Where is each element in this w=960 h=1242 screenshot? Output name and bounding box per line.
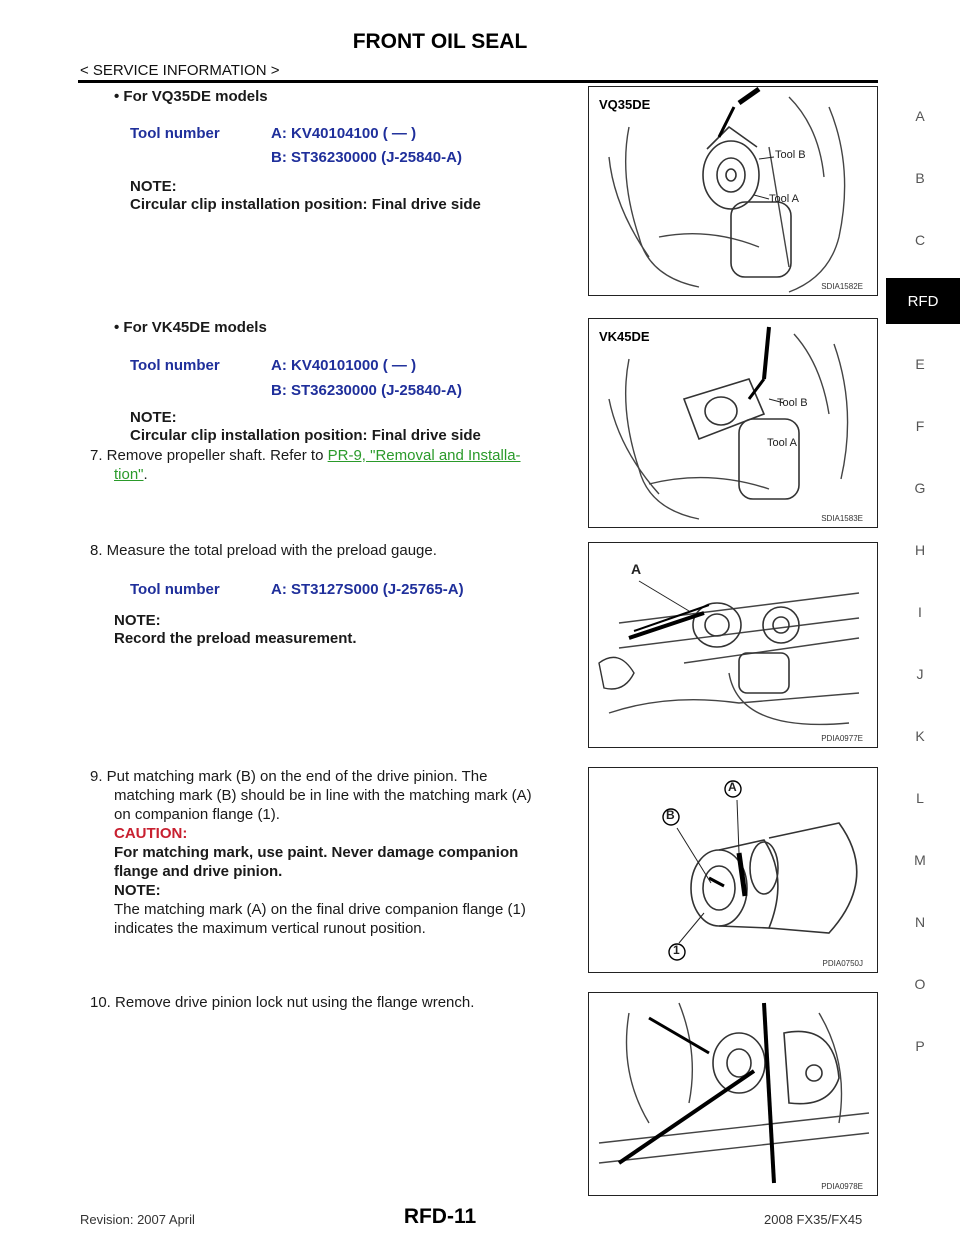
index-letter[interactable]: B xyxy=(915,170,925,186)
tool-a-value: A: KV40101000 ( — ) xyxy=(271,357,417,374)
matching-mark-illustration xyxy=(589,768,877,972)
breadcrumb: < SERVICE INFORMATION > xyxy=(80,62,280,79)
index-letter[interactable]: K xyxy=(915,728,925,744)
label-a: A xyxy=(631,561,642,577)
index-letter[interactable]: P xyxy=(915,1038,925,1054)
tool-a-label: Tool A xyxy=(767,437,797,449)
step-7-cont: tion". xyxy=(114,466,148,483)
tool-a-value: A: ST3127S000 (J-25765-A) xyxy=(271,581,464,598)
index-letter[interactable]: M xyxy=(914,852,926,868)
note-label: NOTE: xyxy=(130,409,177,426)
note-label: NOTE: xyxy=(130,178,177,195)
figure-id: SDIA1583E xyxy=(821,514,863,523)
figure-title: VK45DE xyxy=(599,329,650,344)
note-label: NOTE: xyxy=(114,612,161,629)
figure-title: VQ35DE xyxy=(599,97,651,112)
flange-wrench-illustration xyxy=(589,993,877,1195)
pr-9-link[interactable]: PR-9, "Removal and Installa- xyxy=(327,447,521,464)
index-letter[interactable]: O xyxy=(914,976,926,992)
tool-number-label: Tool number xyxy=(130,581,220,598)
index-letter[interactable]: F xyxy=(915,418,925,434)
index-letter[interactable]: C xyxy=(914,232,926,248)
figure-vk45de xyxy=(588,318,878,528)
footer-model: 2008 FX35/FX45 xyxy=(764,1212,863,1227)
note-line2: indicates the maximum vertical runout position. xyxy=(114,920,426,937)
vk45de-illustration xyxy=(589,319,877,527)
bullet-vq35de: • For VQ35DE models xyxy=(114,88,268,105)
figure-id: PDIA0978E xyxy=(821,1182,863,1191)
figure-id: SDIA1582E xyxy=(821,282,863,291)
page-title: FRONT OIL SEAL xyxy=(352,30,528,53)
tool-b-value: B: ST36230000 (J-25840-A) xyxy=(271,382,462,399)
step-9-line1: 9. Put matching mark (B) on the end of the drive pinion. The xyxy=(90,768,488,785)
index-letter[interactable]: N xyxy=(914,914,926,930)
figure-id: PDIA0977E xyxy=(821,734,863,743)
footer-revision: Revision: 2007 April xyxy=(80,1212,195,1227)
index-letter[interactable]: E xyxy=(915,356,925,372)
caution-label: CAUTION: xyxy=(114,825,188,842)
tool-b-label: Tool B xyxy=(777,397,808,409)
caution-line1: For matching mark, use paint. Never damage companion xyxy=(114,844,519,861)
note-text: Record the preload measurement. xyxy=(114,630,357,647)
tool-number-label: Tool number xyxy=(130,357,220,374)
tool-number-label: Tool number xyxy=(130,125,220,142)
figure-matching-mark xyxy=(588,767,878,973)
pr-9-link-cont[interactable]: tion" xyxy=(114,466,144,483)
header-divider xyxy=(78,80,878,83)
figure-flange-wrench xyxy=(588,992,878,1196)
tool-a-label: Tool A xyxy=(769,193,799,205)
note-line1: The matching mark (A) on the final drive companion flange (1) xyxy=(114,901,526,918)
tool-a-value: A: KV40104100 ( — ) xyxy=(271,125,417,142)
label-1: 1 xyxy=(673,943,680,957)
section-index xyxy=(886,0,960,1242)
note-text: Circular clip installation position: Final drive side xyxy=(130,196,481,213)
note-label: NOTE: xyxy=(114,882,161,899)
vq35de-illustration xyxy=(589,87,877,295)
index-active-rfd[interactable]: RFD xyxy=(886,278,960,324)
tool-b-value: B: ST36230000 (J-25840-A) xyxy=(271,149,462,166)
bullet-vk45de: • For VK45DE models xyxy=(114,319,267,336)
step-7: 7. Remove propeller shaft. Refer to PR-9, "Removal and Installa- xyxy=(90,447,521,464)
step-9-line3: on companion flange (1). xyxy=(114,806,280,823)
tool-b-label: Tool B xyxy=(775,149,806,161)
figure-id: PDIA0750J xyxy=(822,959,863,968)
index-letter[interactable]: J xyxy=(916,666,924,682)
figure-preload-gauge xyxy=(588,542,878,748)
label-b: B xyxy=(666,808,675,822)
figure-vq35de xyxy=(588,86,878,296)
label-a: A xyxy=(728,780,737,794)
step-10: 10. Remove drive pinion lock nut using the flange wrench. xyxy=(90,994,475,1011)
step-9-line2: matching mark (B) should be in line with the matching mark (A) xyxy=(114,787,532,804)
footer-page-number: RFD-11 xyxy=(403,1205,477,1228)
index-letter[interactable]: I xyxy=(918,604,922,620)
note-text: Circular clip installation position: Final drive side xyxy=(130,427,481,444)
index-letter[interactable]: L xyxy=(916,790,924,806)
index-letter[interactable]: H xyxy=(914,542,926,558)
step-8: 8. Measure the total preload with the preload gauge. xyxy=(90,542,437,559)
caution-line2: flange and drive pinion. xyxy=(114,863,283,880)
index-letter[interactable]: A xyxy=(915,108,925,124)
index-letter[interactable]: G xyxy=(914,480,926,496)
